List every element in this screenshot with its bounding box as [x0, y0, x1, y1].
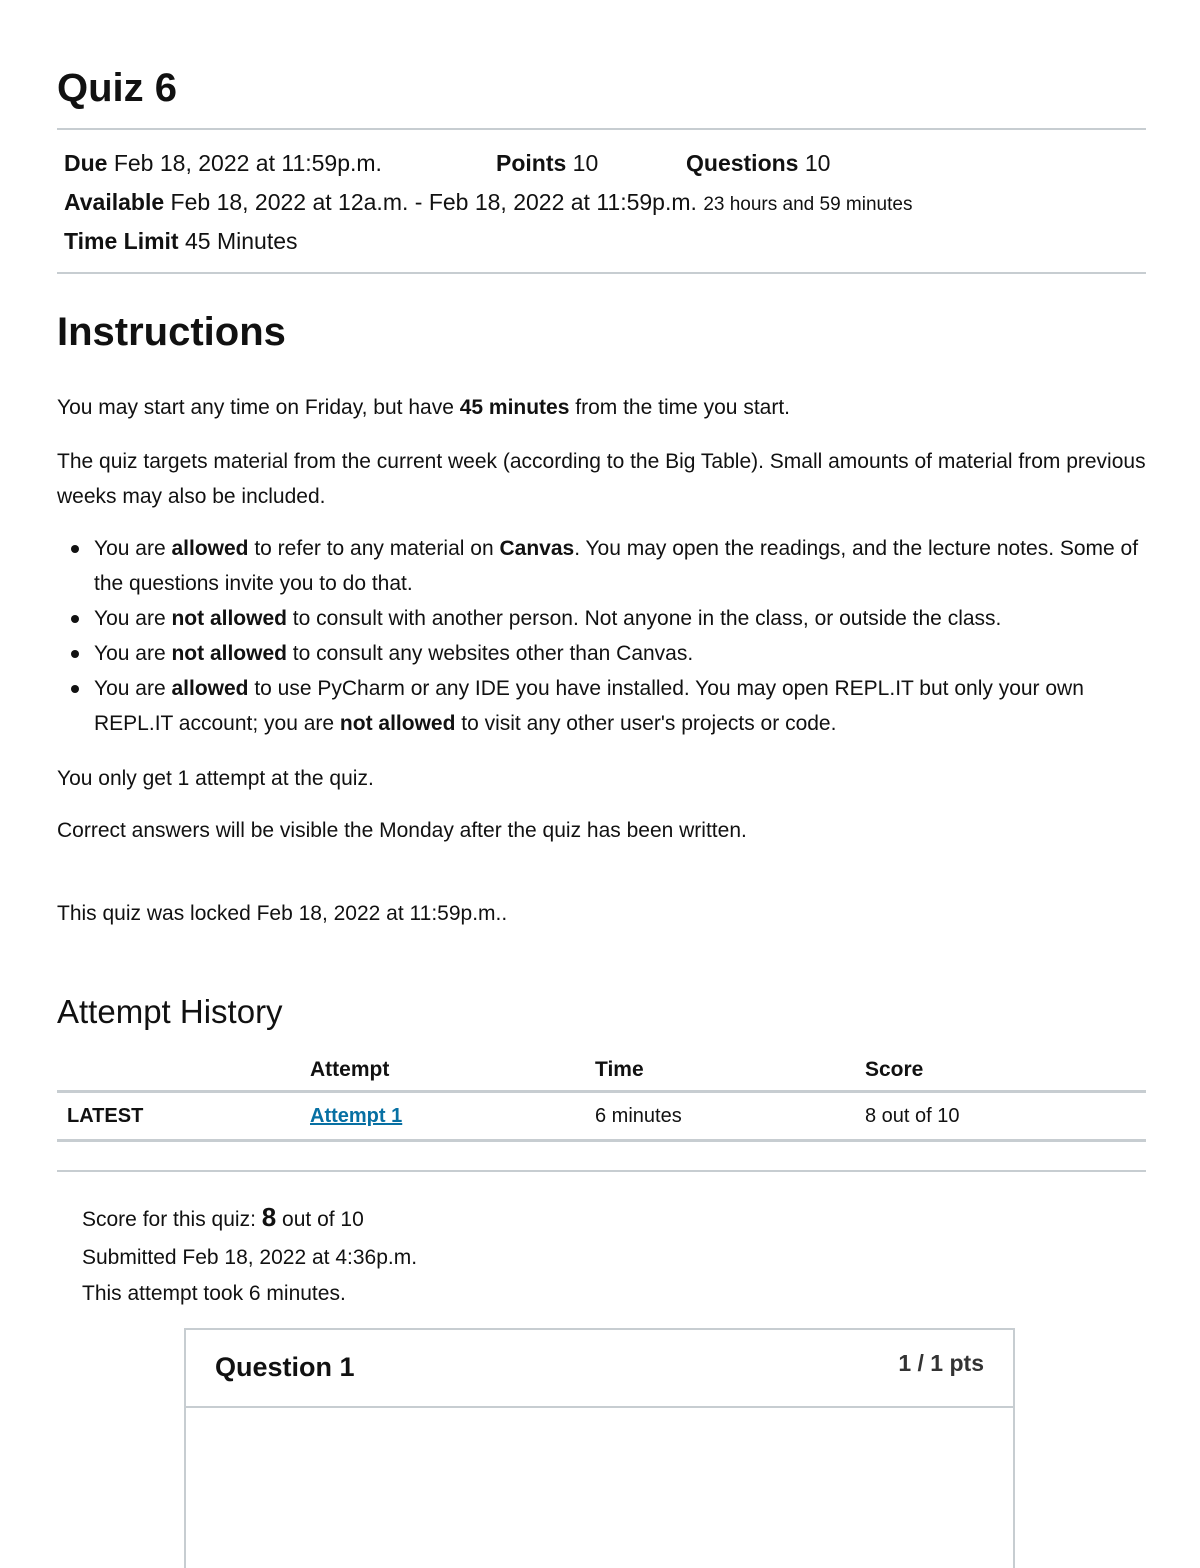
points-label: Points — [496, 150, 567, 176]
bullet-icon — [71, 650, 79, 658]
attempt-history-heading: Attempt History — [57, 993, 283, 1030]
column-header: Attempt — [300, 1050, 585, 1092]
column-header — [57, 1050, 300, 1092]
emphasis: allowed — [171, 677, 249, 700]
due-label: Due — [64, 150, 108, 176]
available-label: Available — [64, 189, 165, 215]
time-limit-label: Time Limit — [64, 228, 179, 254]
instructions-paragraph-3: You only get 1 attempt at the quiz. — [57, 767, 374, 790]
points-value: 10 — [572, 150, 599, 176]
list-item — [57, 601, 1146, 636]
text: out of 10 — [276, 1208, 364, 1231]
text: You may start any time on Friday, but have — [57, 396, 460, 419]
text: to use PyCharm or any IDE you have installed. You may open REPL.IT but only your own REPL.IT account; you are — [94, 677, 1084, 735]
due-value: Feb 18, 2022 at 11:59p.m. — [113, 150, 382, 176]
emphasis: not allowed — [171, 642, 287, 665]
submitted-time: Submitted Feb 18, 2022 at 4:36p.m. — [82, 1246, 418, 1269]
available-value: Feb 18, 2022 at 12a.m. - Feb 18, 2022 at 11:59p.m. — [170, 189, 697, 215]
question-header — [186, 1330, 1013, 1408]
text: You are — [94, 537, 172, 560]
emphasis: not allowed — [339, 712, 456, 735]
text: Score for this quiz: — [82, 1208, 262, 1231]
text: from the time you start. — [569, 396, 790, 419]
available-duration: 23 hours and 59 minutes — [703, 194, 913, 215]
instructions-paragraph-2: The quiz targets material from the current week (according to the Big Table). Small amounts of material from previous weeks may also be included. — [57, 450, 1146, 508]
text: You are — [94, 607, 172, 630]
text: to consult any websites other than Canvas. — [286, 642, 694, 665]
question-title: Question 1 — [215, 1352, 355, 1382]
instructions-heading: Instructions — [57, 310, 286, 354]
emphasis: Canvas — [499, 537, 575, 560]
emphasis: allowed — [171, 537, 249, 560]
emphasis: not allowed — [171, 607, 287, 630]
bullet-icon — [71, 545, 79, 553]
meta-row-available — [64, 187, 912, 220]
divider — [57, 1170, 1146, 1172]
instructions-paragraph-4: Correct answers will be visible the Monday after the quiz has been written. — [57, 819, 747, 842]
text: . You may open the readings, and the lecture notes. Some of the questions invite you to do that. — [94, 537, 1139, 595]
question-card — [184, 1328, 1015, 1568]
attempt-cell — [300, 1092, 585, 1141]
question-points: 1 / 1 pts — [898, 1350, 984, 1376]
attempt-history-table — [57, 1050, 1146, 1142]
text: to consult with another person. Not anyone in the class, or outside the class. — [286, 607, 1002, 630]
list-item — [57, 671, 1146, 741]
text: to refer to any material on — [248, 537, 500, 560]
bullet-icon — [71, 615, 79, 623]
quiz-score — [82, 1202, 364, 1235]
column-header: Time — [585, 1050, 855, 1092]
score-value: 8 — [261, 1202, 277, 1232]
time-cell: 6 minutes — [585, 1092, 855, 1141]
text: You are — [94, 642, 172, 665]
column-header: Score — [855, 1050, 1146, 1092]
list-item — [57, 636, 1146, 671]
bullet-icon — [71, 685, 79, 693]
text: to visit any other user's projects or code. — [455, 712, 837, 735]
score-cell: 8 out of 10 — [855, 1092, 1146, 1141]
table-header-row — [57, 1050, 1146, 1092]
attempt-duration: This attempt took 6 minutes. — [82, 1282, 346, 1305]
locked-notice: This quiz was locked Feb 18, 2022 at 11:59p.m.. — [57, 902, 508, 925]
rules-list — [57, 531, 1146, 741]
emphasis: 45 minutes — [459, 396, 570, 419]
time-limit-value: 45 Minutes — [185, 228, 298, 254]
meta-row-time-limit — [64, 226, 298, 256]
list-item — [57, 531, 1146, 601]
instructions-paragraph-1 — [57, 390, 1146, 425]
attempt-link[interactable]: Attempt 1 — [310, 1104, 403, 1127]
divider — [57, 128, 1146, 130]
page-title: Quiz 6 — [57, 66, 178, 110]
text: You are — [94, 677, 172, 700]
questions-label: Questions — [686, 150, 799, 176]
divider — [57, 272, 1146, 274]
status-badge: LATEST — [57, 1092, 300, 1141]
table-row — [57, 1092, 1146, 1141]
questions-value: 10 — [804, 150, 831, 176]
